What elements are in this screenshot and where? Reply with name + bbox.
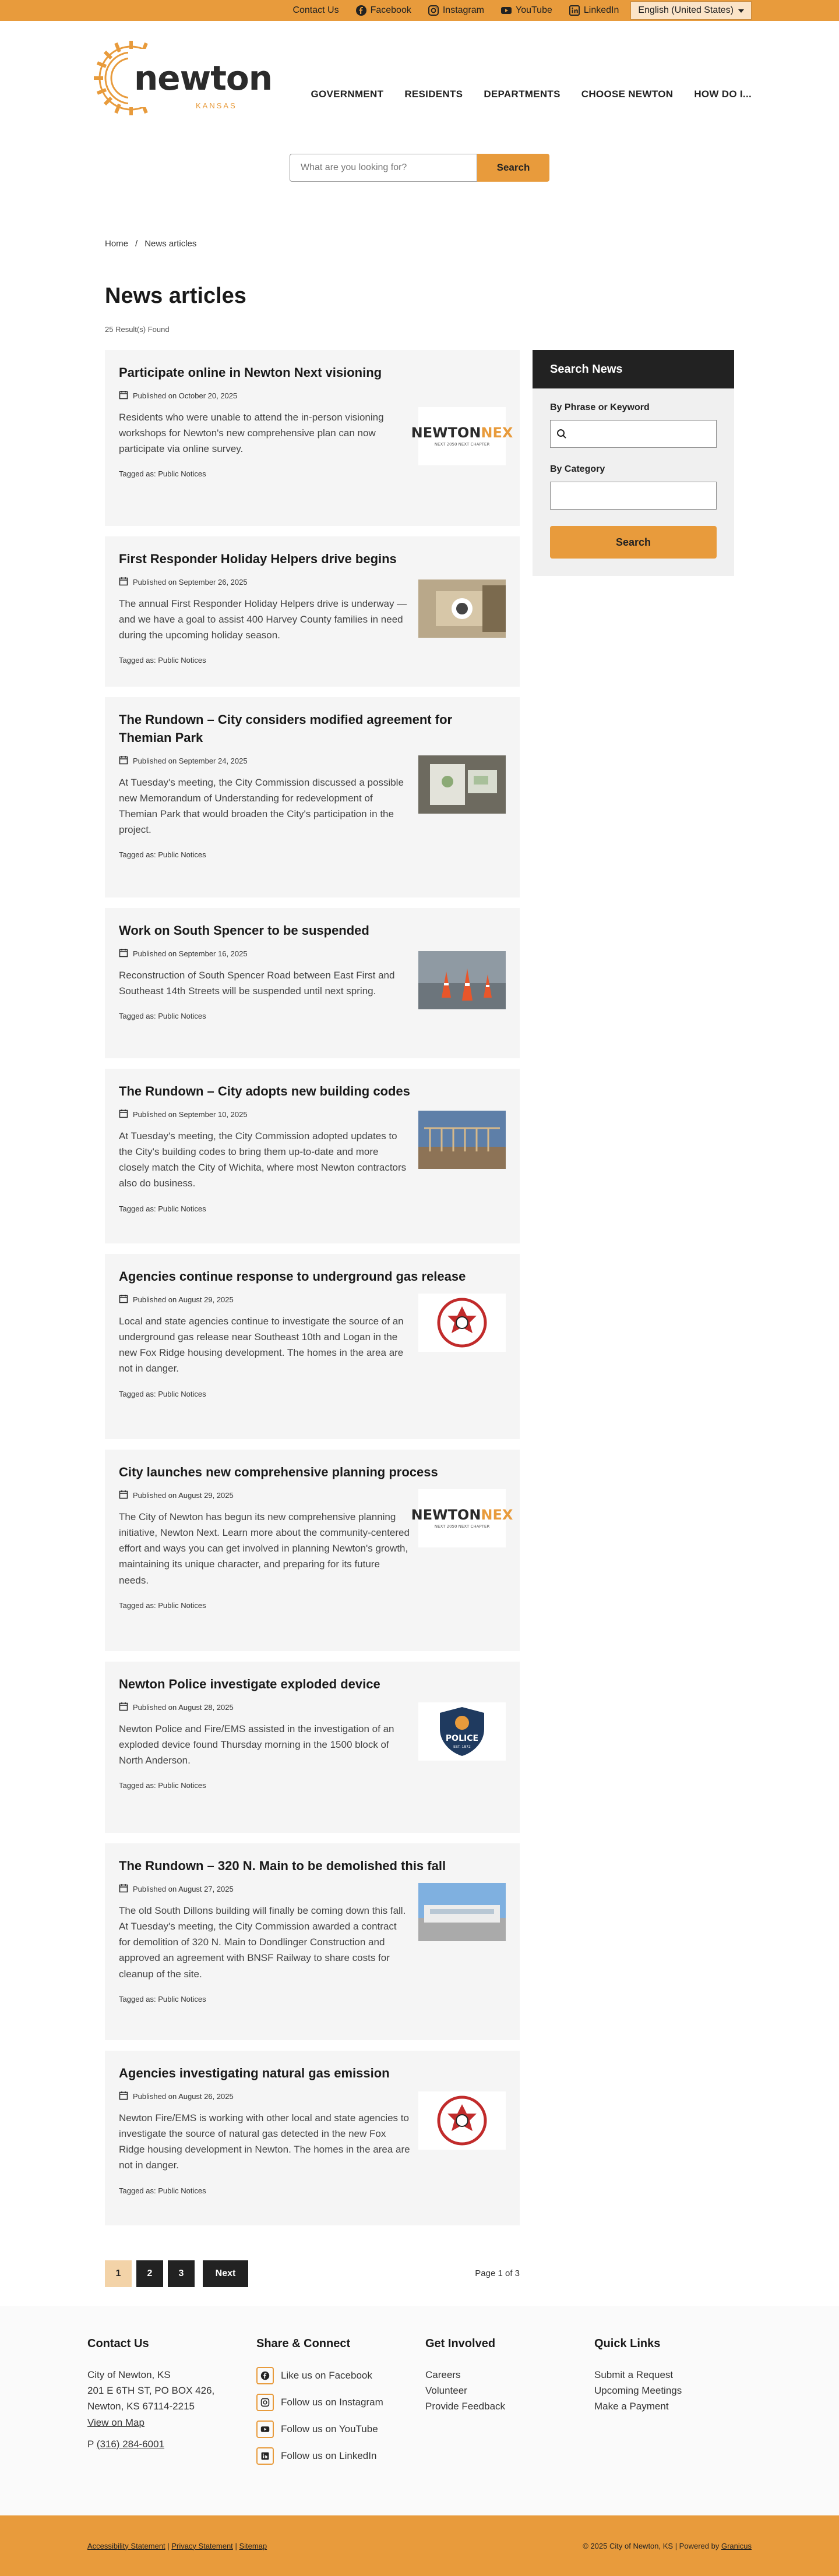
calendar-icon — [119, 1294, 128, 1305]
nav-residents[interactable]: RESIDENTS — [404, 89, 463, 100]
page-title: News articles — [105, 284, 246, 308]
site-header — [0, 21, 839, 123]
contact-us-label: Contact Us — [292, 5, 339, 15]
submit-request-link[interactable]: Submit a Request — [594, 2369, 674, 2380]
youtube-icon — [500, 5, 512, 16]
news-tags: Tagged as: Public Notices — [119, 469, 206, 479]
news-tags: Tagged as: Public Notices — [119, 656, 206, 665]
site-search-button[interactable]: Search — [477, 154, 549, 182]
news-tags: Tagged as: Public Notices — [119, 1600, 206, 1610]
news-title[interactable]: Newton Police investigate exploded device — [119, 1677, 380, 1691]
page-2-button[interactable]: 2 — [136, 2260, 163, 2287]
svg-text:POLICE: POLICE — [445, 1734, 479, 1743]
utility-bar — [0, 0, 839, 21]
footer-quick-title: Quick Links — [594, 2337, 661, 2350]
publish-date-text: Published on September 24, 2025 — [133, 756, 248, 765]
footer-phone — [87, 2436, 214, 2452]
nav-government[interactable]: GOVERNMENT — [311, 89, 384, 100]
calendar-icon — [119, 2091, 128, 2102]
calendar-icon — [119, 1702, 128, 1713]
news-card — [105, 1662, 520, 1833]
calendar-icon — [119, 1490, 128, 1501]
footer-contact — [87, 2337, 214, 2452]
news-title[interactable]: The Rundown – 320 N. Main to be demolished this fall — [119, 1858, 446, 1873]
nav-departments[interactable]: DEPARTMENTS — [484, 89, 560, 100]
news-tags: Tagged as: Public Notices — [119, 1994, 206, 2003]
footer-address-line: City of Newton, KS — [87, 2369, 171, 2380]
main-nav — [311, 89, 752, 100]
make-payment-link[interactable]: Make a Payment — [594, 2401, 669, 2412]
publish-date-text: Published on August 27, 2025 — [133, 1884, 234, 1893]
calendar-icon — [119, 948, 128, 959]
news-summary: At Tuesday's meeting, the City Commission adopted updates to the City's building codes to bring them up-to-date and more closely match the City of Wichita, where most Newton contractors also do business. — [119, 1130, 407, 1189]
news-summary: Newton Fire/EMS is working with other local and state agencies to investigate the source of natural gas detected in the new Fox Ridge housing development in Newton. The homes in the area are not in danger. — [119, 2112, 410, 2171]
footer-involved-title: Get Involved — [425, 2337, 496, 2350]
news-thumbnail[interactable] — [418, 755, 506, 814]
youtube-icon — [256, 2420, 274, 2438]
phone-link[interactable]: (316) 284-6001 — [96, 2438, 165, 2450]
footer-youtube-link[interactable] — [256, 2420, 383, 2438]
nav-how-do-i[interactable]: HOW DO I... — [694, 89, 752, 100]
news-card — [105, 2051, 520, 2225]
language-selector[interactable] — [630, 1, 752, 20]
facebook-icon — [355, 5, 367, 16]
breadcrumb — [105, 239, 839, 249]
news-summary: The City of Newton has begun its new comprehensive planning initiative, Newton Next. Learn more about the community-centered effort and ways you can get involved in planning Newton's growth, maintaining its unique character, and preparing for its future needs. — [119, 1511, 410, 1586]
instagram-label: Instagram — [442, 5, 484, 15]
search-icon — [556, 429, 567, 442]
calendar-icon — [119, 390, 128, 401]
news-tags: Tagged as: Public Notices — [119, 1781, 206, 1790]
footer-instagram-label: Follow us on Instagram — [281, 2397, 383, 2408]
calendar-icon — [119, 577, 128, 588]
news-title[interactable]: The Rundown – City adopts new building codes — [119, 1084, 410, 1098]
news-thumbnail[interactable] — [411, 407, 513, 465]
caret-down-icon — [738, 5, 744, 16]
search-news-panel — [533, 350, 734, 576]
site-search — [0, 154, 839, 182]
logo-wordmark: newton — [134, 58, 273, 98]
news-card — [105, 350, 520, 526]
footer-instagram-link[interactable] — [256, 2394, 383, 2411]
news-thumbnail[interactable] — [418, 1883, 506, 1941]
news-tags: Tagged as: Public Notices — [119, 1204, 206, 1213]
footer-quick-links — [594, 2337, 682, 2415]
result-count: 25 Result(s) Found — [105, 325, 170, 334]
breadcrumb-separator: / — [135, 239, 138, 249]
footer-facebook-link[interactable] — [256, 2367, 383, 2384]
copyright-text: © 2025 City of Newton, KS | Powered by — [583, 2541, 720, 2550]
calendar-icon — [119, 1109, 128, 1120]
footer-youtube-label: Follow us on YouTube — [281, 2423, 378, 2434]
news-title[interactable]: City launches new comprehensive planning process — [119, 1465, 438, 1479]
news-summary: The annual First Responder Holiday Helpers drive is underway — and we have a goal to assist 400 Harvey County families in need during the upcoming holiday season. — [119, 598, 407, 641]
privacy-link[interactable]: Privacy Statement — [171, 2541, 233, 2550]
footer-address-line: Newton, KS 67114-2215 — [87, 2401, 195, 2412]
news-card — [105, 697, 520, 897]
category-label: By Category — [550, 464, 605, 474]
accessibility-link[interactable]: Accessibility Statement — [87, 2541, 165, 2550]
calendar-icon — [119, 1884, 128, 1895]
linkedin-link[interactable] — [560, 5, 628, 16]
page-3-button[interactable]: 3 — [168, 2260, 195, 2287]
news-tags: Tagged as: Public Notices — [119, 1012, 206, 1021]
news-title[interactable]: Participate online in Newton Next visioning — [119, 365, 382, 380]
svg-text:NEXT 2050 NEXT CHAPTER: NEXT 2050 NEXT CHAPTER — [434, 1524, 490, 1529]
calendar-icon — [119, 755, 128, 766]
linkedin-icon — [569, 5, 580, 16]
news-summary: Newton Police and Fire/EMS assisted in the investigation of an exploded device found Thursday morning in the 1500 block of North Anderson. — [119, 1723, 394, 1766]
breadcrumb-home[interactable]: Home — [105, 239, 129, 249]
instagram-icon — [428, 5, 439, 16]
phone-prefix: P — [87, 2438, 94, 2450]
publish-date-text: Published on September 26, 2025 — [133, 577, 248, 586]
news-thumbnail[interactable] — [418, 2091, 506, 2150]
contact-us-link[interactable] — [284, 5, 347, 16]
footer-linkedin-link[interactable] — [256, 2447, 383, 2465]
news-thumbnail[interactable] — [418, 1702, 506, 1761]
feedback-link[interactable]: Provide Feedback — [425, 2401, 506, 2412]
publish-date-text: Published on August 28, 2025 — [133, 1702, 234, 1712]
next-page-button[interactable]: Next — [203, 2260, 248, 2287]
publish-date-text: Published on August 26, 2025 — [133, 2091, 234, 2101]
news-title[interactable]: First Responder Holiday Helpers drive begins — [119, 552, 397, 566]
legal-separator: | — [235, 2541, 237, 2550]
legal-separator: | — [167, 2541, 170, 2550]
youtube-link[interactable] — [492, 5, 560, 16]
publish-date-text: Published on October 20, 2025 — [133, 391, 238, 400]
news-tags: Tagged as: Public Notices — [119, 1389, 206, 1398]
careers-link[interactable]: Careers — [425, 2369, 461, 2380]
news-card — [105, 1069, 520, 1243]
news-card — [105, 1843, 520, 2040]
svg-text:NEWTONNEX: NEWTONNEX — [411, 1507, 513, 1523]
volunteer-link[interactable]: Volunteer — [425, 2385, 467, 2397]
publish-date-text: Published on September 10, 2025 — [133, 1109, 248, 1119]
instagram-icon — [256, 2394, 274, 2411]
linkedin-icon — [256, 2447, 274, 2465]
phrase-input[interactable] — [550, 420, 717, 448]
svg-text:NEXT 2050 NEXT CHAPTER: NEXT 2050 NEXT CHAPTER — [434, 442, 490, 447]
youtube-label: YouTube — [515, 5, 552, 15]
search-news-button[interactable]: Search — [550, 526, 717, 559]
page-of-label: Page 1 of 3 — [475, 2268, 520, 2278]
footer-get-involved — [425, 2337, 505, 2415]
svg-text:EST. 1872: EST. 1872 — [453, 1745, 471, 1749]
publish-date-text: Published on September 16, 2025 — [133, 949, 248, 958]
pagination — [105, 2260, 248, 2287]
category-select[interactable] — [550, 482, 717, 510]
news-list — [105, 350, 520, 2236]
news-summary: The old South Dillons building will finally be coming down this fall. At Tuesday's meeting, the City Commission awarded a contract for demolition of 320 N. Main to Dondlinger Construction and approved an agreement with BNSF Railway to share costs for cleanup of the site. — [119, 1904, 406, 1980]
facebook-icon — [256, 2367, 274, 2384]
page-1-button[interactable]: 1 — [105, 2260, 132, 2287]
nav-choose-newton[interactable]: CHOOSE NEWTON — [581, 89, 674, 100]
main-content — [0, 350, 839, 2278]
news-thumbnail[interactable] — [411, 1489, 513, 1547]
publish-date-text: Published on August 29, 2025 — [133, 1295, 234, 1304]
svg-text:NEWTONNEX: NEWTONNEX — [411, 425, 513, 441]
footer-facebook-label: Like us on Facebook — [281, 2370, 372, 2381]
facebook-link[interactable] — [347, 5, 420, 16]
footer-linkedin-label: Follow us on LinkedIn — [281, 2450, 377, 2461]
news-card — [105, 1450, 520, 1651]
legal-links — [87, 2542, 267, 2550]
news-title[interactable]: Work on South Spencer to be suspended — [119, 923, 369, 938]
news-card — [105, 908, 520, 1058]
bottom-bar — [0, 2515, 839, 2576]
view-on-map-link[interactable]: View on Map — [87, 2416, 144, 2428]
news-title[interactable]: The Rundown – City considers modified agreement for Themian Park — [119, 712, 453, 745]
news-thumbnail[interactable] — [418, 1294, 506, 1352]
news-title[interactable]: Agencies investigating natural gas emission — [119, 2066, 390, 2080]
news-tags: Tagged as: Public Notices — [119, 2186, 206, 2195]
city-logo[interactable] — [93, 37, 273, 142]
upcoming-meetings-link[interactable]: Upcoming Meetings — [594, 2385, 682, 2397]
footer-share-title: Share & Connect — [256, 2337, 351, 2350]
instagram-link[interactable] — [420, 5, 492, 16]
publish-date — [119, 390, 506, 401]
logo-subtitle: KANSAS — [196, 101, 237, 110]
news-thumbnail[interactable] — [418, 579, 506, 638]
news-summary: At Tuesday's meeting, the City Commission discussed a possible new Memorandum of Understanding for redevelopment of Themian Park that would broaden the City's participation in the project. — [119, 776, 404, 836]
site-search-input[interactable] — [290, 154, 477, 182]
footer-address-line: 201 E 6TH ST, PO BOX 426, — [87, 2385, 215, 2397]
news-thumbnail[interactable] — [418, 1111, 506, 1169]
search-news-title: Search News — [533, 350, 734, 388]
news-card — [105, 1254, 520, 1439]
news-thumbnail[interactable] — [418, 951, 506, 1009]
news-summary: Local and state agencies continue to investigate the source of an underground gas release near Southeast 10th and Logan in the new Fox Ridge housing development. The homes in the area are not in danger. — [119, 1315, 404, 1374]
copyright — [583, 2542, 752, 2550]
granicus-link[interactable]: Granicus — [721, 2541, 752, 2550]
footer-contact-title: Contact Us — [87, 2337, 149, 2350]
news-summary: Residents who were unable to attend the in-person visioning workshops for Newton's new comprehensive plan can now participate via online survey. — [119, 411, 384, 455]
sitemap-link[interactable]: Sitemap — [239, 2541, 267, 2550]
footer-share — [256, 2337, 383, 2474]
publish-date-text: Published on August 29, 2025 — [133, 1490, 234, 1500]
news-title[interactable]: Agencies continue response to underground gas release — [119, 1269, 466, 1284]
language-value: English (United States) — [638, 5, 734, 15]
site-footer — [0, 2306, 839, 2515]
news-tags: Tagged as: Public Notices — [119, 850, 206, 860]
phrase-label: By Phrase or Keyword — [550, 402, 650, 412]
breadcrumb-current: News articles — [144, 239, 197, 249]
news-card — [105, 536, 520, 687]
news-summary: Reconstruction of South Spencer Road between East First and Southeast 14th Streets will be suspended until next spring. — [119, 969, 395, 997]
facebook-label: Facebook — [370, 5, 411, 15]
linkedin-label: LinkedIn — [583, 5, 619, 15]
